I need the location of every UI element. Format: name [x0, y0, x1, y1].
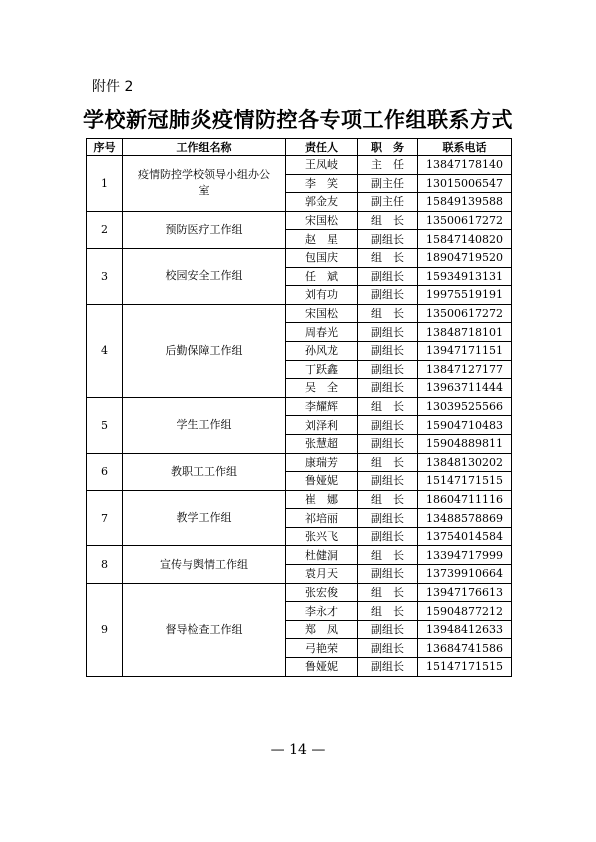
person-phone: 13847127177: [418, 360, 512, 379]
person-name: 袁月天: [286, 565, 358, 584]
group-name: 学生工作组: [123, 397, 286, 453]
person-name: 张慧超: [286, 434, 358, 453]
person-role: 副主任: [358, 174, 418, 193]
person-phone: 13500617272: [418, 304, 512, 323]
person-name: 宋国松: [286, 304, 358, 323]
table-row: [87, 304, 512, 323]
person-name: 张宏俊: [286, 583, 358, 602]
person-name: 任 斌: [286, 267, 358, 286]
person-name: 弓艳荣: [286, 639, 358, 658]
person-role: 副组长: [358, 527, 418, 546]
group-serial: 4: [87, 304, 123, 397]
person-role: 组 长: [358, 211, 418, 230]
person-role: 副组长: [358, 323, 418, 342]
person-name: 张兴飞: [286, 527, 358, 546]
header-serial: 序号: [87, 139, 123, 156]
person-phone: 13015006547: [418, 174, 512, 193]
person-phone: 13847178140: [418, 156, 512, 175]
person-name: 李 笑: [286, 174, 358, 193]
group-serial: 7: [87, 490, 123, 546]
person-name: 宋国松: [286, 211, 358, 230]
person-phone: 15147171515: [418, 472, 512, 491]
person-phone: 15847140820: [418, 230, 512, 249]
table-row: [87, 546, 512, 565]
table-header-row: [87, 139, 512, 156]
person-phone: 15904877212: [418, 602, 512, 621]
person-role: 副组长: [358, 416, 418, 435]
header-person: 责任人: [286, 139, 358, 156]
table-row: [87, 211, 512, 230]
person-phone: 15934913131: [418, 267, 512, 286]
header-phone: 联系电话: [418, 139, 512, 156]
table-row: [87, 397, 512, 416]
group-serial: 9: [87, 583, 123, 676]
group-serial: 8: [87, 546, 123, 583]
header-role: 职 务: [358, 139, 418, 156]
person-role: 组 长: [358, 602, 418, 621]
table-row: [87, 156, 512, 175]
person-role: 主 任: [358, 156, 418, 175]
person-name: 王凤岐: [286, 156, 358, 175]
person-phone: 15904710483: [418, 416, 512, 435]
person-phone: 18604711116: [418, 490, 512, 509]
group-serial: 1: [87, 156, 123, 212]
person-role: 副组长: [358, 565, 418, 584]
person-phone: 15904889811: [418, 434, 512, 453]
table-row: [87, 583, 512, 602]
person-role: 组 长: [358, 546, 418, 565]
person-name: 刘泽利: [286, 416, 358, 435]
group-serial: 6: [87, 453, 123, 490]
person-role: 副组长: [358, 230, 418, 249]
person-phone: 15849139588: [418, 193, 512, 212]
person-phone: 13947171151: [418, 341, 512, 360]
person-role: 组 长: [358, 490, 418, 509]
group-serial: 2: [87, 211, 123, 248]
person-role: 副组长: [358, 434, 418, 453]
person-role: 副组长: [358, 341, 418, 360]
person-phone: 13039525566: [418, 397, 512, 416]
group-name: 教职工工作组: [123, 453, 286, 490]
person-name: 李耀辉: [286, 397, 358, 416]
person-name: 鲁娅妮: [286, 658, 358, 677]
person-name: 赵 星: [286, 230, 358, 249]
person-role: 副组长: [358, 472, 418, 491]
person-role: 副组长: [358, 286, 418, 305]
person-role: 组 长: [358, 453, 418, 472]
group-name: 疫情防控学校领导小组办公室: [123, 156, 286, 212]
person-name: 李永才: [286, 602, 358, 621]
person-phone: 13947176613: [418, 583, 512, 602]
person-phone: 13963711444: [418, 379, 512, 398]
person-role: 副组长: [358, 620, 418, 639]
person-name: 祁培丽: [286, 509, 358, 528]
group-name: 校园安全工作组: [123, 248, 286, 304]
person-name: 康瑞芳: [286, 453, 358, 472]
person-phone: 15147171515: [418, 658, 512, 677]
page-title: 学校新冠肺炎疫情防控各专项工作组联系方式: [83, 107, 513, 132]
group-serial: 3: [87, 248, 123, 304]
person-name: 周春光: [286, 323, 358, 342]
person-role: 副组长: [358, 639, 418, 658]
group-name: 后勤保障工作组: [123, 304, 286, 397]
person-name: 郑 凤: [286, 620, 358, 639]
person-phone: 13684741586: [418, 639, 512, 658]
person-role: 组 长: [358, 397, 418, 416]
person-role: 组 长: [358, 304, 418, 323]
annex-label: 附件 2: [92, 79, 134, 95]
person-role: 副主任: [358, 193, 418, 212]
header-group-name: 工作组名称: [123, 139, 286, 156]
person-role: 副组长: [358, 658, 418, 677]
person-name: 丁跃鑫: [286, 360, 358, 379]
person-role: 组 长: [358, 248, 418, 267]
person-name: 崔 娜: [286, 490, 358, 509]
person-phone: 13948412633: [418, 620, 512, 639]
person-name: 鲁娅妮: [286, 472, 358, 491]
person-phone: 13394717999: [418, 546, 512, 565]
group-name: 教学工作组: [123, 490, 286, 546]
person-role: 副组长: [358, 360, 418, 379]
group-name: 督导检查工作组: [123, 583, 286, 676]
person-name: 杜健洞: [286, 546, 358, 565]
table-row: [87, 453, 512, 472]
person-role: 副组长: [358, 267, 418, 286]
person-phone: 19975519191: [418, 286, 512, 305]
table-row: [87, 248, 512, 267]
person-role: 组 长: [358, 583, 418, 602]
table-row: [87, 490, 512, 509]
group-name: 预防医疗工作组: [123, 211, 286, 248]
contact-table: [86, 138, 512, 677]
person-phone: 13848130202: [418, 453, 512, 472]
person-phone: 13500617272: [418, 211, 512, 230]
person-name: 刘有功: [286, 286, 358, 305]
person-role: 副组长: [358, 509, 418, 528]
person-phone: 13488578869: [418, 509, 512, 528]
person-role: 副组长: [358, 379, 418, 398]
table-body: [87, 156, 512, 677]
person-name: 包国庆: [286, 248, 358, 267]
person-name: 吴 全: [286, 379, 358, 398]
person-phone: 13848718101: [418, 323, 512, 342]
person-phone: 13754014584: [418, 527, 512, 546]
person-name: 郭金友: [286, 193, 358, 212]
person-phone: 13739910664: [418, 565, 512, 584]
person-name: 孙风龙: [286, 341, 358, 360]
group-name: 宣传与舆情工作组: [123, 546, 286, 583]
person-phone: 18904719520: [418, 248, 512, 267]
page-number: — 14 —: [270, 742, 326, 758]
group-serial: 5: [87, 397, 123, 453]
